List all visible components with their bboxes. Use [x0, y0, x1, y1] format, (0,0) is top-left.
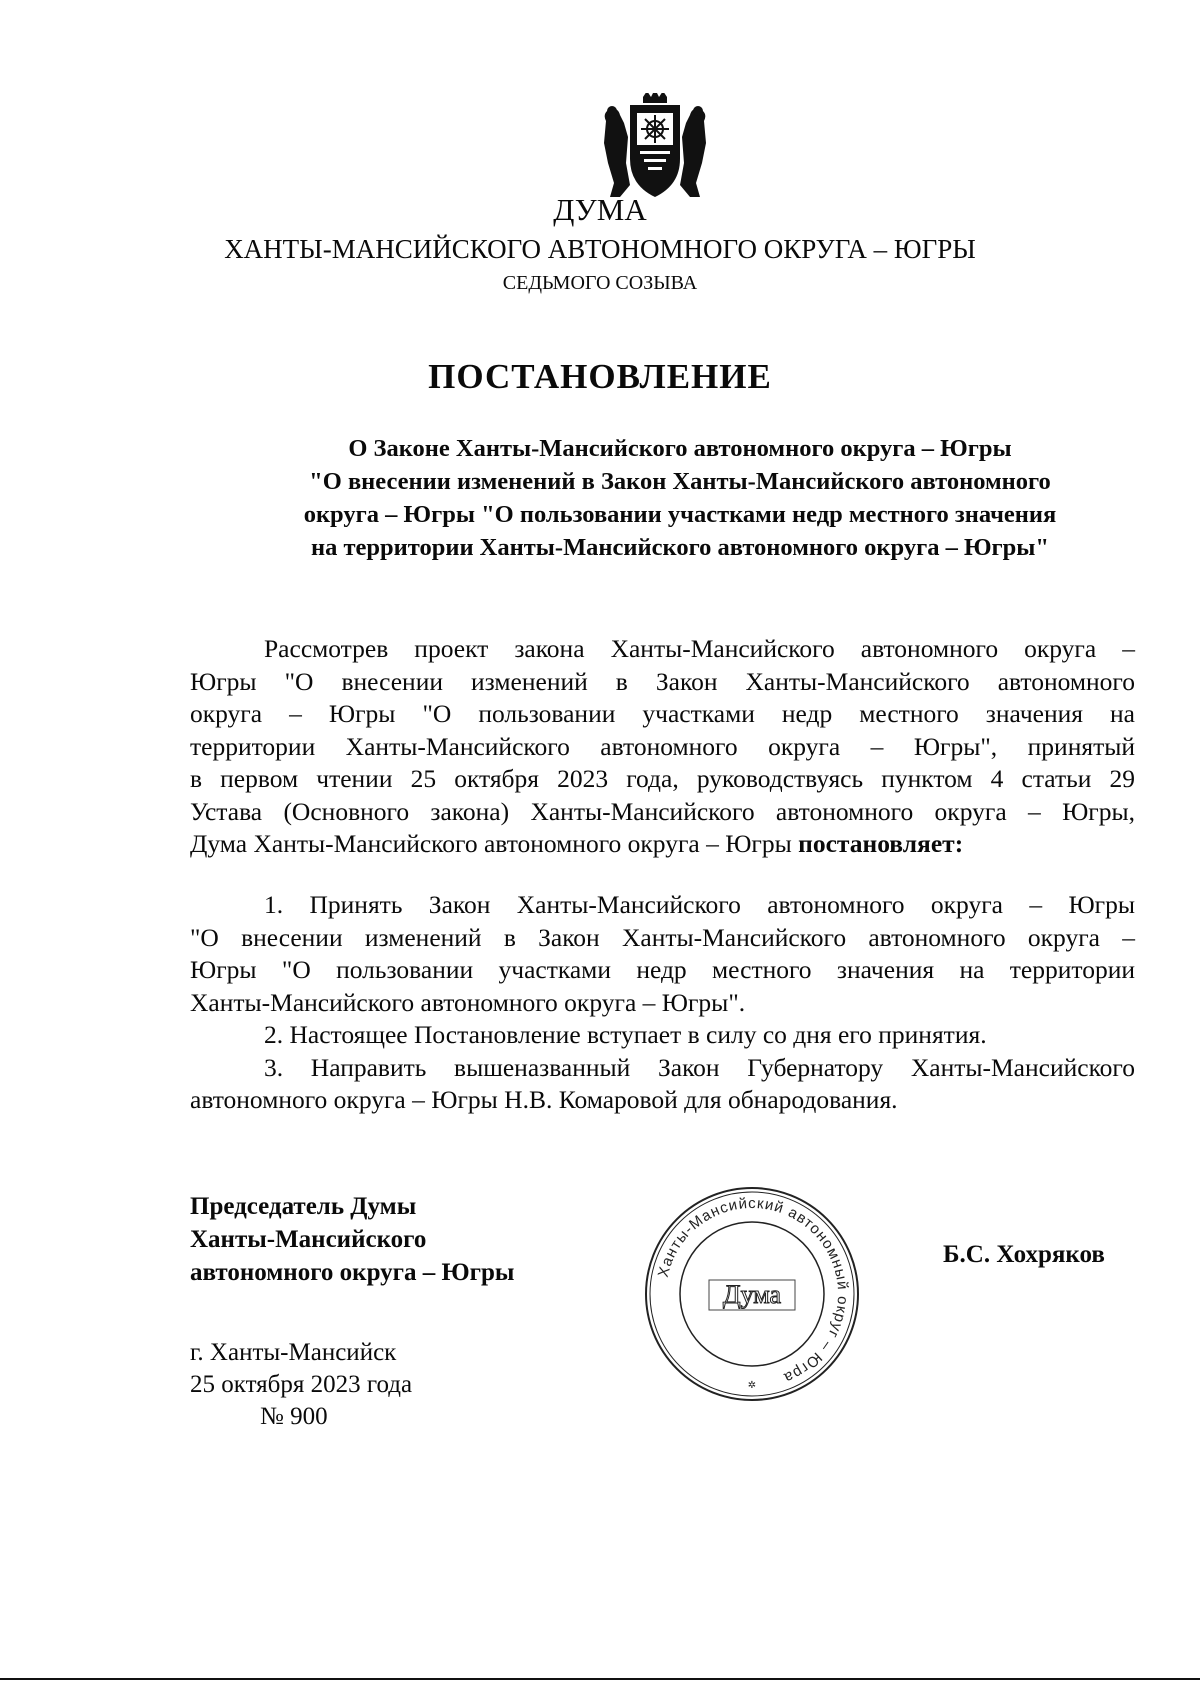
preamble-line: Устава (Основного закона) Ханты-Мансийского автономного округа – Югры,	[190, 796, 1135, 826]
preamble-line: Югры "О внесении изменений в Закон Ханты-Мансийского автономного	[190, 666, 1135, 696]
organization-title: ДУМА	[553, 192, 647, 227]
document-type: ПОСТАНОВЛЕНИЕ	[428, 357, 772, 396]
position-line: автономного округа – Югры	[190, 1259, 515, 1286]
signer-name: Б.С. Хохряков	[943, 1241, 1105, 1268]
coat-of-arms-icon	[600, 93, 710, 203]
preamble-last-line	[190, 828, 1135, 861]
stamp-ring-text: Ханты-Мансийский автономный округ – Югра	[654, 1194, 852, 1387]
preamble-last-text: Дума Ханты-Мансийского автономного округа – Югры	[190, 829, 792, 858]
position-line: Ханты-Мансийского	[190, 1226, 427, 1253]
preamble-line: округа – Югры "О пользовании участками недр местного значения на	[190, 699, 1135, 728]
official-stamp	[641, 1183, 863, 1405]
item-3-last-line: автономного округа – Югры Н.В. Комаровой для обнародования.	[190, 1085, 898, 1114]
convocation: СЕДЬМОГО СОЗЫВА	[502, 272, 698, 294]
signatory-position	[190, 1190, 514, 1289]
place-date-number	[190, 1337, 412, 1433]
stamp-star-icon: ✲	[747, 1380, 757, 1391]
stamp-center-text: Дума	[722, 1280, 782, 1309]
resolution-subject	[240, 432, 1120, 564]
preamble-line: территории Ханты-Мансийского автономного округа – Югры", принятый	[190, 731, 1135, 761]
preamble-line: в первом чтении 25 октября 2023 года, руководствуясь пунктом 4 статьи 29	[190, 764, 1135, 793]
position-line: Председатель Думы	[190, 1193, 417, 1220]
date: 25 октября 2023 года	[190, 1371, 413, 1398]
preamble-line: Рассмотрев проект закона Ханты-Мансийского автономного округа –	[264, 634, 1135, 663]
subject-line: "О внесении изменений в Закон Ханты-Мансийского автономного	[309, 468, 1051, 495]
resolution-items	[190, 889, 1135, 1117]
preamble	[190, 633, 1135, 861]
item-1-line: "О внесении изменений в Закон Ханты-Мансийского автономного округа –	[190, 922, 1135, 952]
item-1-last-line: Ханты-Мансийского автономного округа – Югры".	[190, 987, 746, 1017]
subject-line: на территории Ханты-Мансийского автономного округа – Югры"	[310, 534, 1050, 561]
bottom-edge-line	[0, 1678, 1200, 1680]
subject-line: О Законе Ханты-Мансийского автономного округа – Югры	[348, 435, 1012, 462]
item-1-line: Югры "О пользовании участками недр местного значения на территории	[190, 955, 1135, 984]
resolves-word: постановляет:	[798, 829, 964, 858]
item-2: 2. Настоящее Постановление вступает в силу со дня его принятия.	[264, 1020, 987, 1049]
item-3-line: 3. Направить вышеназванный Закон Губернатору Ханты-Мансийского	[264, 1052, 1135, 1082]
document-number: № 900	[260, 1403, 328, 1430]
city: г. Ханты-Мансийск	[190, 1339, 397, 1366]
subject-line: округа – Югры "О пользовании участками недр местного значения	[303, 501, 1057, 528]
item-1-line: 1. Принять Закон Ханты-Мансийского автономного округа – Югры	[264, 890, 1135, 919]
organization-full-name: ХАНТЫ-МАНСИЙСКОГО АВТОНОМНОГО ОКРУГА – ЮГРЫ	[224, 234, 976, 264]
